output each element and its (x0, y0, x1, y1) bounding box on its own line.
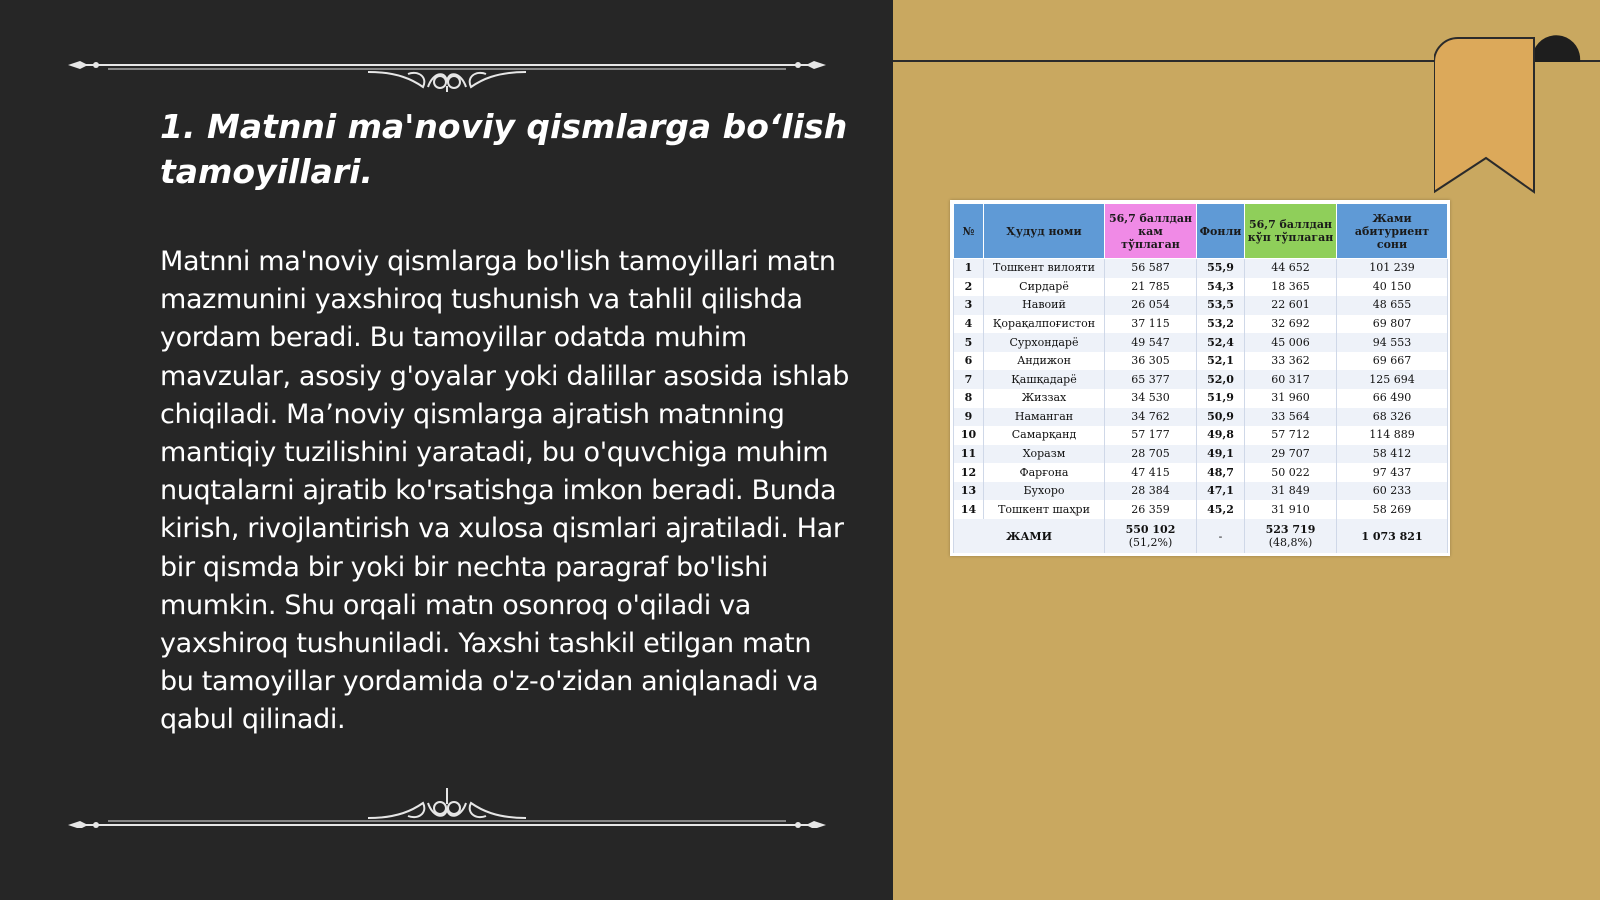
table-total-row (954, 519, 1448, 553)
total-above-cell (1245, 519, 1337, 553)
table-row (954, 463, 1448, 482)
cell-number: 2 (954, 278, 984, 297)
cell-region: Сурхондарё (984, 333, 1105, 352)
cell-above: 44 652 (1245, 259, 1337, 278)
cell-total: 94 553 (1337, 333, 1448, 352)
cell-score: 49,1 (1197, 445, 1245, 464)
cell-score: 53,5 (1197, 296, 1245, 315)
cell-total: 58 269 (1337, 500, 1448, 519)
cell-total: 101 239 (1337, 259, 1448, 278)
cell-below: 34 762 (1105, 408, 1197, 427)
cell-number: 12 (954, 463, 984, 482)
ornament-divider-icon (68, 42, 826, 92)
cell-region: Тошкент шаҳри (984, 500, 1105, 519)
total-below-cell (1105, 519, 1197, 553)
total-grand: 1 073 821 (1337, 519, 1448, 553)
cell-total: 60 233 (1337, 482, 1448, 501)
cell-number: 4 (954, 315, 984, 334)
cell-above: 32 692 (1245, 315, 1337, 334)
cell-score: 49,8 (1197, 426, 1245, 445)
cell-above: 18 365 (1245, 278, 1337, 297)
cell-region: Хоразм (984, 445, 1105, 464)
cell-number: 14 (954, 500, 984, 519)
cell-above: 33 564 (1245, 408, 1337, 427)
table-row (954, 389, 1448, 408)
header-background: Фонли (1197, 204, 1245, 259)
table-row (954, 500, 1448, 519)
header-total: Жами абитуриент сони (1337, 204, 1448, 259)
bookmark-icon (1434, 34, 1586, 198)
cell-total: 97 437 (1337, 463, 1448, 482)
cell-score: 50,9 (1197, 408, 1245, 427)
cell-number: 13 (954, 482, 984, 501)
cell-number: 1 (954, 259, 984, 278)
table-row (954, 482, 1448, 501)
header-region: Ҳудуд номи (984, 204, 1105, 259)
cell-score: 51,9 (1197, 389, 1245, 408)
cell-below: 28 705 (1105, 445, 1197, 464)
cell-score: 47,1 (1197, 482, 1245, 501)
cell-number: 7 (954, 370, 984, 389)
cell-above: 60 317 (1245, 370, 1337, 389)
cell-score: 52,0 (1197, 370, 1245, 389)
table-header-row (954, 204, 1448, 259)
ornament-divider-icon (68, 778, 826, 828)
cell-below: 21 785 (1105, 278, 1197, 297)
cell-above: 29 707 (1245, 445, 1337, 464)
cell-region: Самарқанд (984, 426, 1105, 445)
cell-above: 50 022 (1245, 463, 1337, 482)
total-above-pct: (48,8%) (1268, 536, 1313, 549)
cell-region: Андижон (984, 352, 1105, 371)
cell-score: 52,1 (1197, 352, 1245, 371)
statistics-table-image (950, 200, 1450, 556)
cell-region: Фарғона (984, 463, 1105, 482)
cell-score: 55,9 (1197, 259, 1245, 278)
cell-above: 33 362 (1245, 352, 1337, 371)
cell-total: 69 807 (1337, 315, 1448, 334)
cell-score: 45,2 (1197, 500, 1245, 519)
cell-below: 65 377 (1105, 370, 1197, 389)
slide-body-text: Matnni ma'noviy qismlarga bo'lish tamoyillari matn mazmunini yaxshiroq tushunish va tahlil qilishda yordam beradi. Bu tamoyillar odatda muhim mavzular, asosiy g'oyalar yoki dalillar asosida ishlab chiqiladi. Ma’noviy qismlarga ajratish matnning mantiqiy tuzilishini yaratadi, bu o'quvchiga muhim nuqtalarni ajratib ko'rsatishga imkon beradi. Bunda kirish, rivojlantirish va xulosa qismlari ajratiladi. Har bir qismda bir yoki bir nechta paragraf bo'lishi mumkin. Shu orqali matn osonroq o'qiladi va yaxshiroq tushuniladi. Yaxshi tashkil etilgan matn bu tamoyillar yordamida o'z-o'zidan aniqlanadi va qabul qilinadi. (160, 246, 850, 736)
cell-region: Жиззах (984, 389, 1105, 408)
table-row (954, 426, 1448, 445)
cell-total: 58 412 (1337, 445, 1448, 464)
cell-total: 66 490 (1337, 389, 1448, 408)
statistics-table (953, 203, 1448, 553)
total-score: - (1197, 519, 1245, 553)
cell-below: 28 384 (1105, 482, 1197, 501)
table-row (954, 352, 1448, 371)
header-number: № (954, 204, 984, 259)
table-row (954, 333, 1448, 352)
cell-above: 45 006 (1245, 333, 1337, 352)
cell-above: 31 960 (1245, 389, 1337, 408)
cell-score: 54,3 (1197, 278, 1245, 297)
cell-above: 31 849 (1245, 482, 1337, 501)
cell-above: 57 712 (1245, 426, 1337, 445)
slide-title: 1. Matnni ma'noviy qismlarga bo‘lish tamoyillari. (160, 107, 848, 191)
cell-below: 26 054 (1105, 296, 1197, 315)
total-below-pct: (51,2%) (1128, 536, 1173, 549)
cell-region: Қашқадарё (984, 370, 1105, 389)
cell-below: 36 305 (1105, 352, 1197, 371)
cell-above: 22 601 (1245, 296, 1337, 315)
cell-score: 48,7 (1197, 463, 1245, 482)
cell-number: 8 (954, 389, 984, 408)
cell-score: 53,2 (1197, 315, 1245, 334)
table-row (954, 370, 1448, 389)
cell-region: Наманган (984, 408, 1105, 427)
table-row (954, 408, 1448, 427)
cell-below: 49 547 (1105, 333, 1197, 352)
cell-number: 5 (954, 333, 984, 352)
cell-number: 6 (954, 352, 984, 371)
cell-total: 40 150 (1337, 278, 1448, 297)
cell-region: Сирдарё (984, 278, 1105, 297)
cell-region: Навоий (984, 296, 1105, 315)
cell-region: Қорақалпоғистон (984, 315, 1105, 334)
total-label: ЖАМИ (954, 519, 1105, 553)
cell-total: 48 655 (1337, 296, 1448, 315)
cell-total: 69 667 (1337, 352, 1448, 371)
cell-below: 26 359 (1105, 500, 1197, 519)
cell-total: 114 889 (1337, 426, 1448, 445)
cell-below: 57 177 (1105, 426, 1197, 445)
cell-region: Бухоро (984, 482, 1105, 501)
cell-number: 9 (954, 408, 984, 427)
table-row (954, 445, 1448, 464)
table-row (954, 315, 1448, 334)
table-row (954, 278, 1448, 297)
cell-number: 3 (954, 296, 984, 315)
cell-below: 56 587 (1105, 259, 1197, 278)
cell-below: 37 115 (1105, 315, 1197, 334)
table-row (954, 296, 1448, 315)
cell-score: 52,4 (1197, 333, 1245, 352)
cell-below: 47 415 (1105, 463, 1197, 482)
header-above: 56,7 баллдан кўп тўплаган (1245, 204, 1337, 259)
cell-below: 34 530 (1105, 389, 1197, 408)
header-below: 56,7 баллдан кам тўплаган (1105, 204, 1197, 259)
cell-region: Тошкент вилояти (984, 259, 1105, 278)
cell-total: 125 694 (1337, 370, 1448, 389)
cell-number: 11 (954, 445, 984, 464)
table-row (954, 259, 1448, 278)
cell-total: 68 326 (1337, 408, 1448, 427)
total-below: 550 102 (1125, 523, 1176, 536)
cell-above: 31 910 (1245, 500, 1337, 519)
total-above: 523 719 (1265, 523, 1316, 536)
cell-number: 10 (954, 426, 984, 445)
